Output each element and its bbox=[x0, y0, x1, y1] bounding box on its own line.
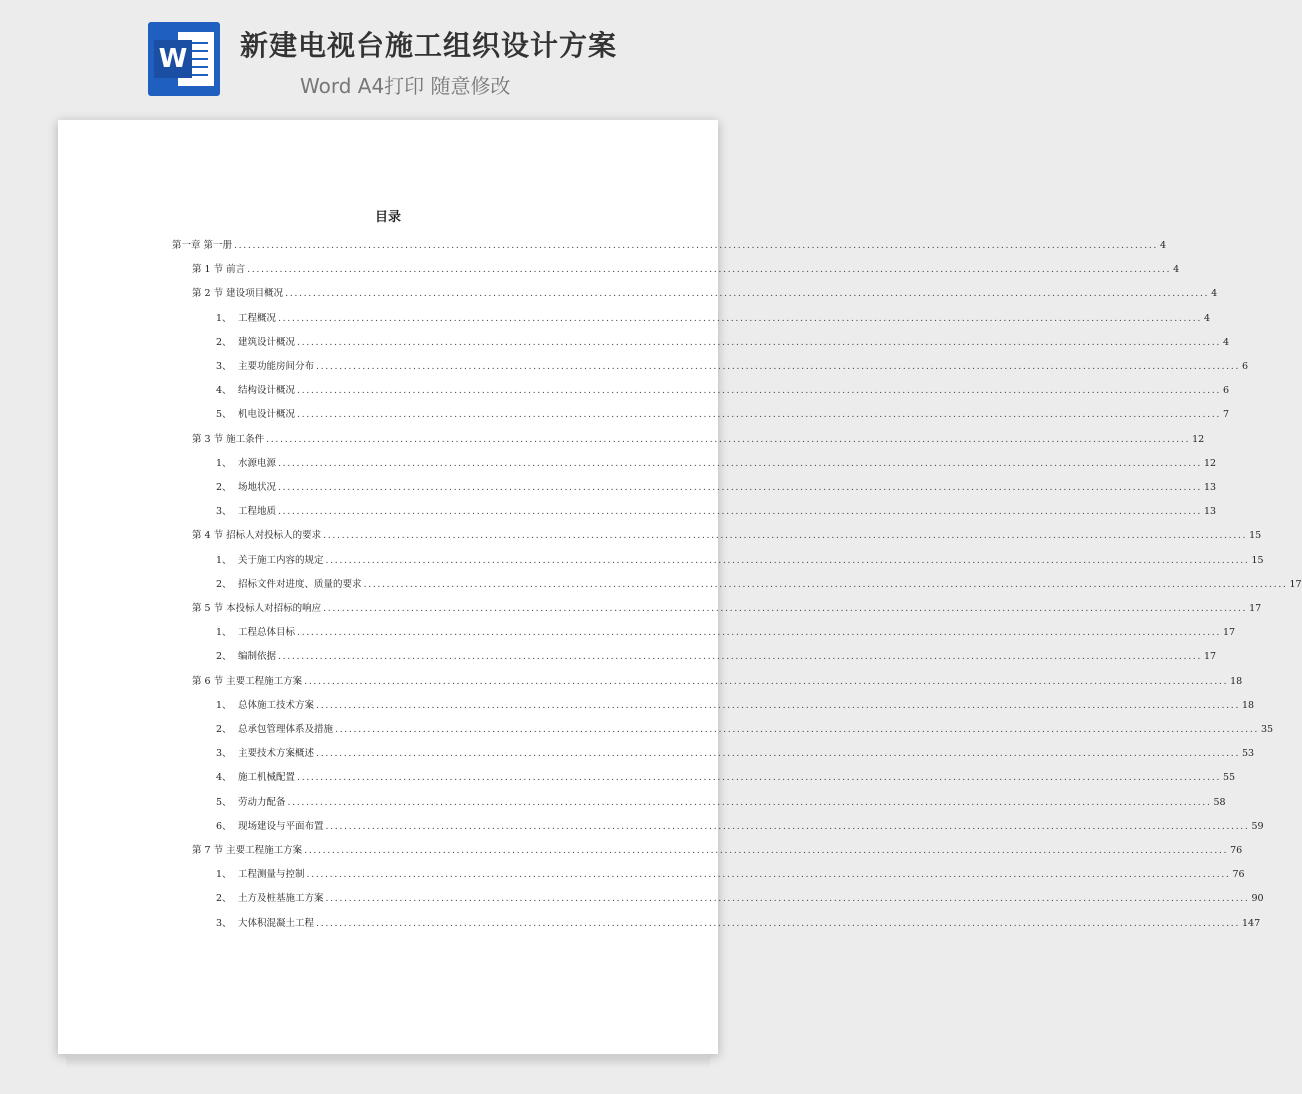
toc-entry-label bbox=[216, 915, 314, 929]
toc-leader-dots: ........................................................................................................................................................................................................ bbox=[278, 457, 1202, 469]
toc-page-number: 15 bbox=[1251, 554, 1264, 566]
toc-page-number: 15 bbox=[1249, 530, 1262, 542]
toc-entry-text: 工程地质 bbox=[238, 506, 277, 518]
toc-page-number: 12 bbox=[1203, 457, 1217, 469]
toc-entry[interactable] bbox=[216, 382, 1230, 397]
toc-entry-number: 2、 bbox=[216, 893, 232, 905]
toc-entry-text: 招标文件对进度、质量的要求 bbox=[238, 578, 362, 590]
toc-page-number: 12 bbox=[1192, 433, 1205, 445]
toc-entry[interactable] bbox=[216, 697, 1255, 711]
toc-entry-text: 总体施工技术方案 bbox=[238, 699, 315, 711]
toc-entry[interactable] bbox=[216, 915, 1261, 929]
toc-leader-dots: ........................................................................................................................................................................................................ bbox=[297, 385, 1221, 397]
page-title: 新建电视台施工组织设计方案 bbox=[240, 29, 618, 62]
toc-leader-dots: ........................................................................................................................................................................................................ bbox=[325, 893, 1250, 905]
toc-entry-text: 主要技术方案概述 bbox=[238, 748, 315, 760]
toc-leader-dots: ........................................................................................................................................................................................................ bbox=[278, 482, 1202, 493]
header bbox=[0, 0, 774, 118]
toc-entry-text: 劳动力配备 bbox=[238, 796, 286, 808]
toc-leader-dots: ........................................................................................................................................................................................................ bbox=[304, 845, 1229, 856]
toc-entry-text: 土方及桩基施工方案 bbox=[238, 893, 324, 905]
toc-entry-label bbox=[192, 673, 302, 687]
toc-leader-dots: ........................................................................................................................................................................................................ bbox=[316, 699, 1240, 711]
toc-page-number: 35 bbox=[1260, 724, 1274, 735]
toc-entry-label bbox=[192, 600, 321, 614]
toc-leader-dots: ........................................................................................................................................................................................................ bbox=[247, 264, 1172, 276]
toc-page-number: 76 bbox=[1232, 869, 1245, 881]
toc-entry[interactable] bbox=[216, 866, 1245, 881]
toc-entry-text: 第 7 节 主要工程施工方案 bbox=[192, 845, 303, 856]
toc-entry-text: 工程概况 bbox=[238, 312, 277, 324]
toc-entry-label bbox=[216, 721, 333, 735]
toc-entry-label bbox=[216, 503, 276, 517]
toc-leader-dots: ........................................................................................................................................................................................................ bbox=[306, 869, 1231, 881]
toc-page-number: 18 bbox=[1230, 675, 1243, 687]
toc-entry-text: 第 4 节 招标人对投标人的要求 bbox=[192, 530, 322, 542]
toc-entry-number: 3、 bbox=[216, 917, 232, 929]
toc-leader-dots: ........................................................................................................................................................................................................ bbox=[287, 796, 1212, 808]
toc-entry[interactable] bbox=[216, 648, 1217, 663]
toc-entry-label bbox=[216, 576, 362, 590]
toc-page-number: 59 bbox=[1251, 820, 1264, 832]
toc-entry-label bbox=[192, 527, 321, 541]
toc-page-number: 4 bbox=[1160, 240, 1167, 251]
toc-entry[interactable] bbox=[192, 431, 1205, 445]
toc-entry-number: 1、 bbox=[216, 869, 232, 881]
toc-entry-text: 水源电源 bbox=[238, 457, 277, 469]
toc-entry-text: 施工机械配置 bbox=[238, 772, 296, 784]
toc-entry[interactable] bbox=[216, 769, 1236, 784]
toc-entry[interactable] bbox=[192, 527, 1262, 542]
toc-leader-dots: ........................................................................................................................................................................................................ bbox=[234, 240, 1158, 251]
toc-entry-number: 1、 bbox=[216, 457, 232, 469]
toc-entry-label bbox=[216, 455, 276, 469]
toc-entry-number: 2、 bbox=[216, 724, 232, 735]
toc-entry[interactable] bbox=[216, 455, 1217, 469]
toc-entry[interactable] bbox=[216, 624, 1236, 639]
toc-leader-dots: ........................................................................................................................................................................................................ bbox=[278, 312, 1202, 324]
toc-entry-label bbox=[216, 479, 276, 493]
toc-entry-text: 第一章 第一册 bbox=[172, 240, 233, 251]
toc-entry-text: 工程测量与控制 bbox=[238, 869, 305, 881]
toc-entry-label bbox=[216, 358, 314, 372]
toc-entry-text: 结构设计概况 bbox=[238, 385, 296, 397]
toc-page-number: 13 bbox=[1203, 482, 1217, 493]
toc-leader-dots: ........................................................................................................................................................................................................ bbox=[304, 675, 1229, 687]
toc-leader-dots: ........................................................................................................................................................................................................ bbox=[297, 336, 1221, 348]
toc-entry-text: 第 3 节 施工条件 bbox=[192, 433, 265, 445]
toc-entry-label bbox=[216, 745, 314, 759]
toc-entry-number: 3、 bbox=[216, 361, 232, 372]
toc-entry[interactable] bbox=[216, 310, 1211, 324]
toc-entry[interactable] bbox=[192, 673, 1243, 687]
toc-entry[interactable] bbox=[216, 503, 1217, 518]
toc-page-number: 76 bbox=[1230, 845, 1243, 856]
toc-entry-number: 1、 bbox=[216, 699, 232, 711]
toc-entry-number: 4、 bbox=[216, 385, 232, 397]
toc-entry[interactable] bbox=[216, 358, 1249, 372]
toc-entry[interactable] bbox=[216, 890, 1264, 905]
toc-entry-number: 1、 bbox=[216, 312, 232, 324]
toc-entry[interactable] bbox=[216, 794, 1226, 808]
toc-entry-label bbox=[216, 697, 314, 711]
toc-entry-text: 总承包管理体系及措施 bbox=[238, 724, 334, 735]
toc-entry-number: 1、 bbox=[216, 554, 232, 566]
toc-entry-text: 现场建设与平面布置 bbox=[238, 820, 324, 832]
toc-leader-dots: ........................................................................................................................................................................................................ bbox=[316, 361, 1240, 372]
toc-page-number: 17 bbox=[1249, 603, 1262, 614]
toc-leader-dots: ........................................................................................................................................................................................................ bbox=[363, 578, 1288, 590]
toc-page-number: 13 bbox=[1203, 506, 1217, 518]
toc-leader-dots: ........................................................................................................................................................................................................ bbox=[323, 603, 1248, 614]
toc-entry-number: 2、 bbox=[216, 336, 232, 348]
toc-entry-number: 6、 bbox=[216, 820, 232, 832]
toc-entry-text: 编制依据 bbox=[238, 651, 277, 663]
toc-entry-text: 大体积混凝土工程 bbox=[238, 917, 315, 929]
toc-title: 目录 bbox=[374, 210, 401, 225]
toc-leader-dots: ........................................................................................................................................................................................................ bbox=[297, 772, 1221, 784]
toc-entry[interactable] bbox=[192, 261, 1180, 276]
toc-entry-number: 2、 bbox=[216, 651, 232, 663]
toc-entry-label bbox=[216, 334, 295, 348]
toc-entry[interactable] bbox=[216, 334, 1230, 348]
toc-entry-label bbox=[216, 794, 286, 808]
toc-entry-label bbox=[192, 285, 283, 299]
toc-page-number: 147 bbox=[1241, 917, 1261, 929]
toc-entry[interactable] bbox=[216, 552, 1264, 566]
toc-entry-text: 主要功能房间分布 bbox=[238, 361, 315, 372]
toc-entry-text: 机电设计概况 bbox=[238, 409, 296, 421]
toc-entry-label bbox=[216, 552, 324, 566]
toc-page-number: 4 bbox=[1211, 288, 1218, 300]
toc-leader-dots: ........................................................................................................................................................................................................ bbox=[323, 530, 1248, 542]
toc-entry[interactable] bbox=[216, 406, 1230, 421]
toc-page-number: 4 bbox=[1203, 312, 1211, 324]
toc-entry-number: 3、 bbox=[216, 748, 232, 760]
toc-entry-number: 5、 bbox=[216, 409, 232, 421]
toc-entry-label bbox=[216, 769, 295, 783]
toc-page-number: 90 bbox=[1251, 893, 1264, 905]
toc-entry[interactable] bbox=[216, 745, 1255, 760]
toc-entry[interactable] bbox=[216, 721, 1274, 735]
page-subtitle: Word A4打印 随意修改 bbox=[300, 74, 511, 98]
toc-entry-number: 2、 bbox=[216, 578, 232, 590]
toc-leader-dots: ........................................................................................................................................................................................................ bbox=[266, 433, 1191, 445]
toc-entry-label bbox=[192, 261, 245, 275]
toc-entry-label bbox=[216, 866, 305, 880]
toc-entry-label bbox=[216, 310, 276, 324]
toc-leader-dots: ........................................................................................................................................................................................................ bbox=[297, 409, 1221, 421]
toc-leader-dots: ........................................................................................................................................................................................................ bbox=[278, 506, 1202, 518]
toc-entry-text: 场地状况 bbox=[238, 482, 277, 493]
toc-page-number: 7 bbox=[1222, 409, 1230, 421]
toc-page-number: 6 bbox=[1222, 385, 1230, 397]
toc-entry[interactable] bbox=[192, 285, 1218, 300]
toc-entry-text: 工程总体目标 bbox=[238, 627, 296, 639]
toc-entry-text: 第 2 节 建设项目概况 bbox=[192, 288, 284, 300]
toc-leader-dots: ........................................................................................................................................................................................................ bbox=[278, 651, 1202, 663]
toc-leader-dots: ........................................................................................................................................................................................................ bbox=[335, 724, 1259, 735]
toc-entry-number: 4、 bbox=[216, 772, 232, 784]
toc-entry-number: 1、 bbox=[216, 627, 232, 639]
toc-page-number: 4 bbox=[1173, 264, 1180, 276]
word-icon bbox=[148, 22, 220, 96]
toc-entry[interactable] bbox=[192, 600, 1262, 614]
toc-entry-label bbox=[216, 624, 295, 638]
document-page bbox=[58, 120, 1302, 1054]
toc-entry-text: 第 5 节 本投标人对招标的响应 bbox=[192, 603, 322, 614]
toc-page-number: 18 bbox=[1241, 699, 1255, 711]
toc-page-number: 6 bbox=[1241, 361, 1249, 372]
toc-leader-dots: ........................................................................................................................................................................................................ bbox=[316, 748, 1240, 760]
toc-leader-dots: ........................................................................................................................................................................................................ bbox=[325, 820, 1250, 832]
toc-leader-dots: ........................................................................................................................................................................................................ bbox=[316, 917, 1240, 929]
toc-entry-text: 关于施工内容的规定 bbox=[238, 554, 324, 566]
toc-entry-label bbox=[216, 406, 295, 420]
toc-entry-number: 3、 bbox=[216, 506, 232, 518]
toc-page-number: 53 bbox=[1241, 748, 1255, 760]
toc-entry-label bbox=[216, 890, 324, 904]
toc-leader-dots: ........................................................................................................................................................................................................ bbox=[325, 554, 1250, 566]
toc-entry-text: 第 1 节 前言 bbox=[192, 264, 246, 276]
toc-entry-label bbox=[216, 648, 276, 662]
toc-page-number: 55 bbox=[1222, 772, 1236, 784]
toc-entry-number: 5、 bbox=[216, 796, 232, 808]
toc-entry-text: 建筑设计概况 bbox=[238, 336, 296, 348]
toc-entry-text: 第 6 节 主要工程施工方案 bbox=[192, 675, 303, 687]
toc-leader-dots: ........................................................................................................................................................................................................ bbox=[285, 288, 1210, 300]
word-letter-badge: W bbox=[154, 40, 192, 78]
toc-page-number: 58 bbox=[1213, 796, 1226, 808]
toc-entry-label bbox=[216, 818, 324, 832]
toc-entry-number: 2、 bbox=[216, 482, 232, 493]
toc-page-number: 17 bbox=[1289, 578, 1302, 590]
toc-entry[interactable] bbox=[216, 576, 1302, 590]
page-shadow bbox=[66, 1054, 710, 1068]
toc-entry-label bbox=[192, 431, 264, 445]
toc-entry[interactable] bbox=[216, 479, 1217, 493]
toc-entry-label bbox=[192, 842, 302, 856]
toc-entry[interactable] bbox=[192, 842, 1243, 856]
toc-page-number: 17 bbox=[1203, 651, 1217, 663]
toc-leader-dots: ........................................................................................................................................................................................................ bbox=[297, 627, 1221, 639]
toc-entry-label bbox=[172, 237, 232, 251]
toc-entry-label bbox=[216, 382, 295, 396]
toc-page-number: 17 bbox=[1222, 627, 1236, 639]
toc-entry[interactable] bbox=[216, 818, 1264, 832]
toc-page-number: 4 bbox=[1222, 336, 1230, 348]
toc-entry[interactable] bbox=[172, 237, 1167, 251]
